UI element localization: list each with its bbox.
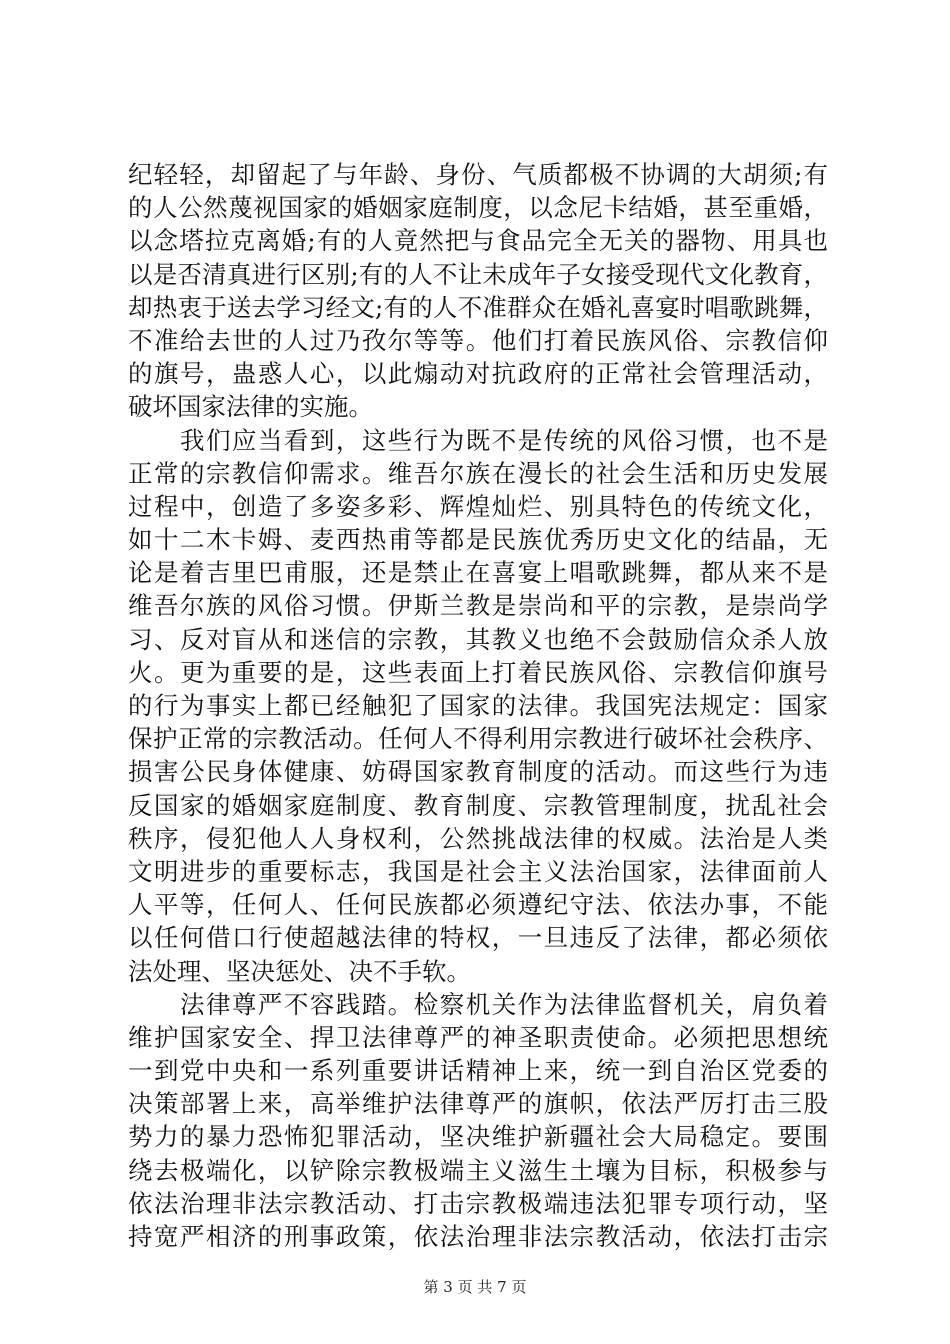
text-line: 维吾尔族的风俗习惯。伊斯兰教是崇尚和平的宗教，是崇尚学 <box>128 591 828 621</box>
text-line: 我们应当看到，这些行为既不是传统的风俗习惯，也不是 <box>128 425 828 455</box>
text-line: 如十二木卡姆、麦西热甫等都是民族优秀历史文化的结晶，无 <box>128 525 828 555</box>
text-line: 依法治理非法宗教活动、打击宗教极端违法犯罪专项行动，坚 <box>128 1188 828 1218</box>
text-line: 的人公然蔑视国家的婚姻家庭制度，以念尼卡结婚，甚至重婚， <box>128 193 828 223</box>
text-line: 法处理、坚决惩处、决不手软。 <box>128 956 471 986</box>
text-line: 持宽严相济的刑事政策，依法治理非法宗教活动，依法打击宗 <box>128 1222 828 1251</box>
text-line: 破坏国家法律的实施。 <box>128 392 373 422</box>
text-line: 的行为事实上都已经触犯了国家的法律。我国宪法规定：国家 <box>128 691 828 720</box>
text-line: 文明进步的重要标志，我国是社会主义法治国家，法律面前人 <box>128 856 828 886</box>
text-line: 损害公民身体健康、妨碍国家教育制度的活动。而这些行为违 <box>128 757 828 787</box>
text-line: 不准给去世的人过乃孜尔等等。他们打着民族风俗、宗教信仰 <box>128 325 828 355</box>
text-line: 论是着吉里巴甫服，还是禁止在喜宴上唱歌跳舞，都从来不是 <box>128 558 828 588</box>
text-line: 法律尊严不容践踏。检察机关作为法律监督机关，肩负着 <box>128 989 828 1019</box>
text-line: 以念塔拉克离婚;有的人竟然把与食品完全无关的器物、用具也 <box>128 226 828 256</box>
text-line: 火。更为重要的是，这些表面上打着民族风俗、宗教信仰旗号 <box>128 657 828 687</box>
text-line: 过程中，创造了多姿多彩、辉煌灿烂、别具特色的传统文化， <box>128 491 828 521</box>
text-line: 决策部署上来，高举维护法律尊严的旗帜，依法严厉打击三股 <box>128 1089 828 1119</box>
text-line: 以任何借口行使超越法律的特权，一旦违反了法律，都必须依 <box>128 923 828 953</box>
text-line: 却热衷于送去学习经文;有的人不准群众在婚礼喜宴时唱歌跳舞， <box>128 292 828 322</box>
document-body <box>128 158 828 1253</box>
text-line: 正常的宗教信仰需求。维吾尔族在漫长的社会生活和历史发展 <box>128 458 828 488</box>
text-line: 绕去极端化，以铲除宗教极端主义滋生土壤为目标，积极参与 <box>128 1155 828 1185</box>
text-line: 以是否清真进行区别;有的人不让未成年子女接受现代文化教育， <box>128 259 828 289</box>
text-line: 一到党中央和一系列重要讲话精神上来，统一到自治区党委的 <box>128 1056 828 1086</box>
text-line: 反国家的婚姻家庭制度、教育制度、宗教管理制度，扰乱社会 <box>128 790 828 820</box>
text-line: 势力的暴力恐怖犯罪活动，坚决维护新疆社会大局稳定。要围 <box>128 1122 828 1152</box>
text-line: 纪轻轻，却留起了与年龄、身份、气质都极不协调的大胡须;有 <box>128 160 828 189</box>
page-number-footer: 第 3 页 共 7 页 <box>423 1278 527 1296</box>
text-line: 人平等，任何人、任何民族都必须遵纪守法、依法办事，不能 <box>128 890 828 920</box>
text-line: 习、反对盲从和迷信的宗教，其教义也绝不会鼓励信众杀人放 <box>128 624 828 654</box>
text-line: 维护国家安全、捍卫法律尊严的神圣职责使命。必须把思想统 <box>128 1022 828 1052</box>
text-line: 的旗号，蛊惑人心，以此煽动对抗政府的正常社会管理活动， <box>128 359 828 389</box>
text-line: 保护正常的宗教活动。任何人不得利用宗教进行破坏社会秩序、 <box>128 724 828 754</box>
text-line: 秩序，侵犯他人人身权利，公然挑战法律的权威。法治是人类 <box>128 823 828 853</box>
